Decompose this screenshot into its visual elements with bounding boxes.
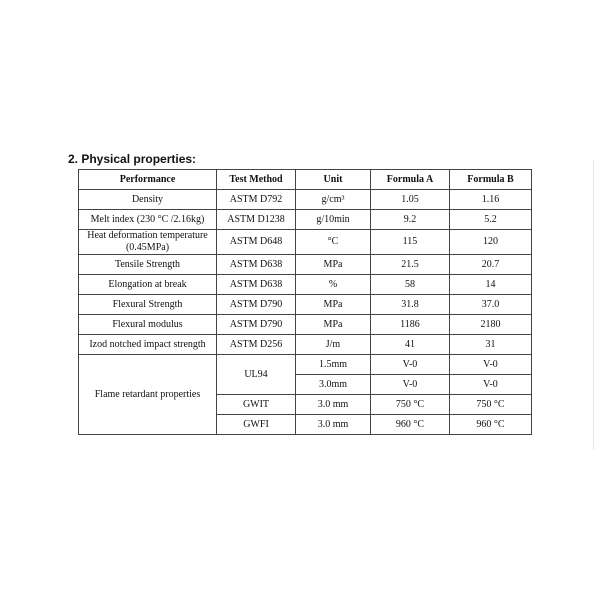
cell-unit: g/cm³ [296,190,371,210]
cell-formula-b: 31 [450,335,532,355]
cell-formula-a: 31.8 [371,295,450,315]
table-row [79,275,532,295]
table-header-row [79,170,532,190]
cell-formula-b: 1.16 [450,190,532,210]
header-formula-a: Formula A [371,170,450,190]
cell-performance: Izod notched impact strength [79,335,217,355]
cell-performance: Flexural Strength [79,295,217,315]
table-row [79,315,532,335]
cell-formula-a: 9.2 [371,210,450,230]
cell-unit: g/10min [296,210,371,230]
section-title: 2. Physical properties: [68,152,197,166]
cell-formula-a: 750 °C [371,395,450,415]
cell-performance: Tensile Strength [79,255,217,275]
table-row [79,355,532,375]
cell-formula-b: V-0 [450,375,532,395]
cell-unit: 3.0mm [296,375,371,395]
cell-formula-a: V-0 [371,355,450,375]
header-performance: Performance [79,170,217,190]
physical-properties-table [78,169,532,435]
cell-formula-b: 20.7 [450,255,532,275]
table-row [79,190,532,210]
cell-performance: Density [79,190,217,210]
cell-ul94-method: UL94 [217,355,296,395]
cell-formula-b: 14 [450,275,532,295]
cell-unit: J/m [296,335,371,355]
header-test-method: Test Method [217,170,296,190]
cell-formula-b: 2180 [450,315,532,335]
cell-unit: MPa [296,255,371,275]
cell-test-method: ASTM D638 [217,275,296,295]
header-formula-b: Formula B [450,170,532,190]
cell-unit: 1.5mm [296,355,371,375]
cell-formula-a: 1.05 [371,190,450,210]
table-row [79,255,532,275]
cell-performance: Melt index (230 °C /2.16kg) [79,210,217,230]
cell-performance: Elongation at break [79,275,217,295]
cell-test-method: ASTM D790 [217,315,296,335]
cell-formula-a: 1186 [371,315,450,335]
cell-flame-retardant: Flame retardant properties [79,355,217,435]
cell-test-method: ASTM D792 [217,190,296,210]
cell-test-method: GWIT [217,395,296,415]
header-unit: Unit [296,170,371,190]
page-edge-line [593,160,594,450]
cell-test-method: ASTM D638 [217,255,296,275]
cell-performance: Flexural modulus [79,315,217,335]
cell-formula-b: 5.2 [450,210,532,230]
table-row [79,295,532,315]
cell-formula-a: 115 [371,230,450,255]
cell-test-method: ASTM D256 [217,335,296,355]
cell-test-method: ASTM D790 [217,295,296,315]
cell-unit: % [296,275,371,295]
cell-formula-b: 120 [450,230,532,255]
table-row [79,230,532,255]
cell-formula-b: V-0 [450,355,532,375]
cell-formula-a: 58 [371,275,450,295]
cell-unit: °C [296,230,371,255]
cell-unit: 3.0 mm [296,395,371,415]
table-row [79,335,532,355]
cell-formula-b: 37.0 [450,295,532,315]
cell-unit: MPa [296,315,371,335]
cell-formula-b: 960 °C [450,415,532,435]
cell-test-method: GWFI [217,415,296,435]
cell-formula-a: 41 [371,335,450,355]
cell-formula-a: 960 °C [371,415,450,435]
cell-unit: MPa [296,295,371,315]
cell-formula-a: V-0 [371,375,450,395]
cell-formula-a: 21.5 [371,255,450,275]
cell-performance: Heat deformation temperature (0.45MPa) [79,230,217,255]
cell-test-method: ASTM D1238 [217,210,296,230]
cell-test-method: ASTM D648 [217,230,296,255]
cell-unit: 3.0 mm [296,415,371,435]
table-row [79,210,532,230]
cell-formula-b: 750 °C [450,395,532,415]
